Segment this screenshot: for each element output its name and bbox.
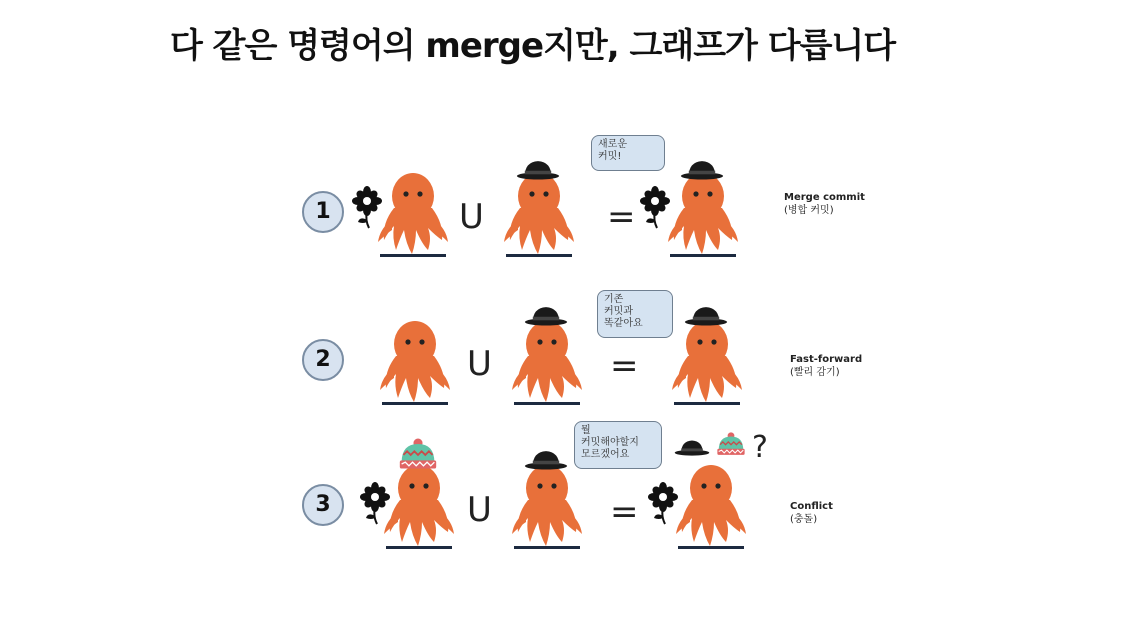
beanie-hat-icon xyxy=(716,432,746,456)
merge-type-label xyxy=(790,353,862,379)
label-subtitle: (충돌) xyxy=(790,514,818,525)
octopus-icon xyxy=(378,168,448,258)
equals-symbol: = xyxy=(610,346,639,386)
bubble-line: 커밋과 xyxy=(604,306,633,317)
octopus-icon xyxy=(668,316,746,406)
step-number-badge: 1 xyxy=(302,191,344,233)
bubble-line: 모르겠어요 xyxy=(581,449,630,460)
step-number-badge: 2 xyxy=(302,339,344,381)
fedora-hat-icon xyxy=(680,158,724,180)
fedora-hat-icon xyxy=(674,438,710,456)
fedora-hat-icon xyxy=(524,304,568,326)
speech-bubble xyxy=(591,135,665,171)
merge-type-label xyxy=(790,500,833,526)
octopus-icon xyxy=(672,460,750,550)
octopus-icon xyxy=(376,316,454,406)
label-title: Merge commit xyxy=(784,192,865,203)
bubble-line: 뭘 xyxy=(581,425,591,436)
label-title: Fast-forward xyxy=(790,354,863,365)
label-subtitle: (빨리 감기) xyxy=(790,367,840,378)
bubble-line: 똑같아요 xyxy=(604,318,643,329)
equals-symbol: = xyxy=(607,197,636,237)
question-mark: ? xyxy=(752,430,768,465)
fedora-hat-icon xyxy=(684,304,728,326)
union-symbol: U xyxy=(459,197,484,237)
step-number-badge: 3 xyxy=(302,484,344,526)
equals-symbol: = xyxy=(610,492,639,532)
octopus-icon xyxy=(664,168,742,258)
octopus-icon xyxy=(508,460,586,550)
speech-bubble xyxy=(574,421,662,469)
merge-type-label xyxy=(784,191,865,217)
speech-bubble xyxy=(597,290,673,338)
beanie-hat-icon xyxy=(398,438,438,470)
octopus-icon xyxy=(500,168,578,258)
octopus-icon xyxy=(380,460,458,550)
octopus-icon xyxy=(508,316,586,406)
bubble-line: 커밋해야할지 xyxy=(581,437,639,448)
union-symbol: U xyxy=(467,344,492,384)
fedora-hat-icon xyxy=(516,158,560,180)
bubble-line: 새로운 xyxy=(598,139,627,150)
bubble-line: 기존 xyxy=(604,294,624,305)
page-title: 다 같은 명령어의 merge지만, 그래프가 다릅니다 xyxy=(170,26,896,66)
label-title: Conflict xyxy=(790,501,833,512)
union-symbol: U xyxy=(467,490,492,530)
label-subtitle: (병합 커밋) xyxy=(784,205,834,216)
fedora-hat-icon xyxy=(524,448,568,470)
bubble-line: 커밋! xyxy=(598,151,622,162)
